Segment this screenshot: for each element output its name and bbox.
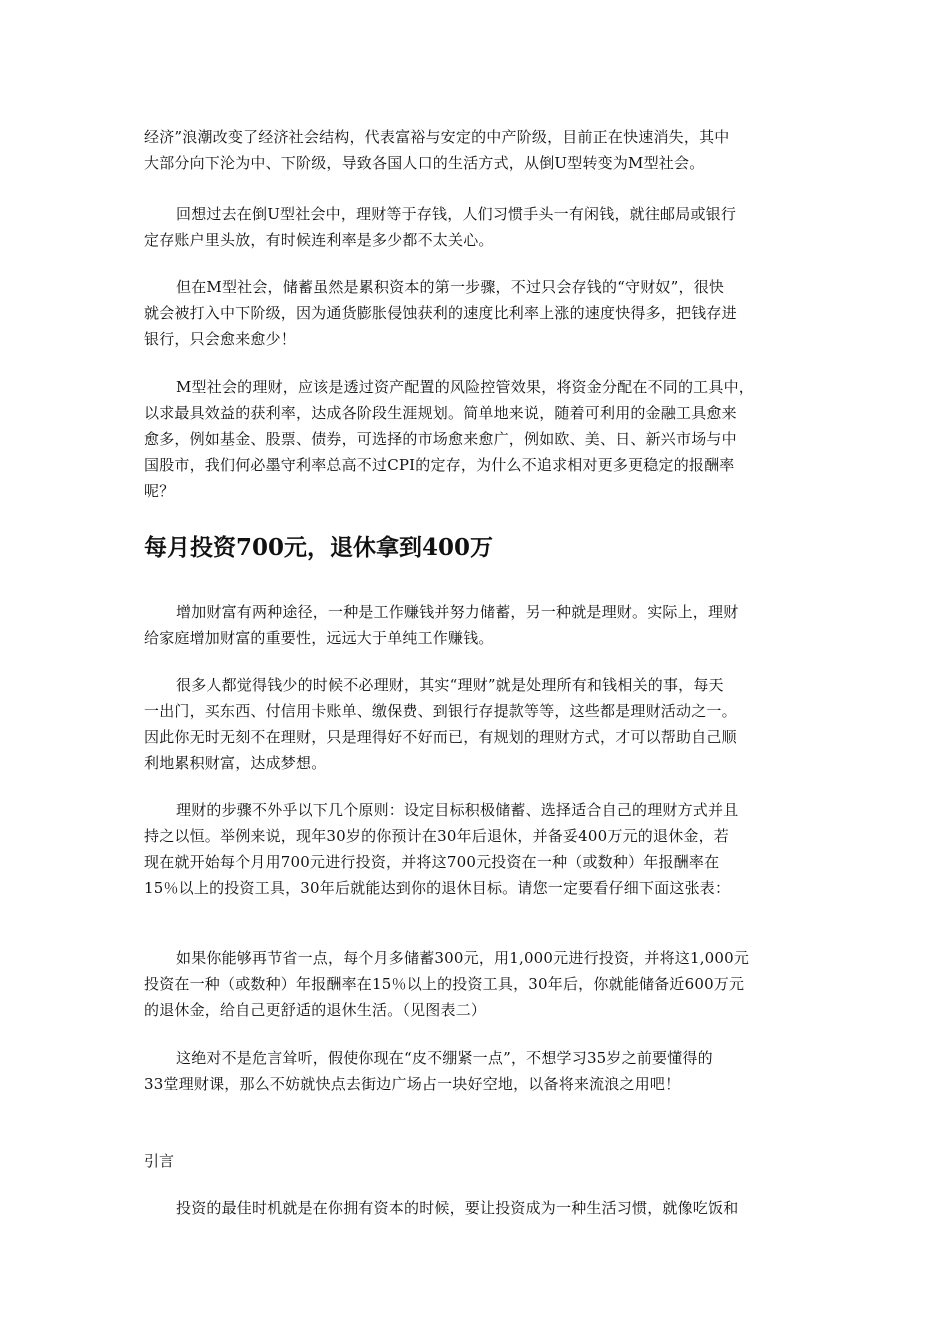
text-line: 大部分向下沦为中、下阶级，导致各国人口的生活方式，从倒U型转变为M型社会。 <box>144 154 705 172</box>
text-line: 一出门，买东西、付信用卡账单、缴保费、到银行存提款等等，这些都是理财活动之一。 <box>144 702 737 720</box>
text-line: 呢？ <box>144 482 175 500</box>
text-line: 愈多，例如基金、股票、债券，可选择的市场愈来愈广，例如欧、美、日、新兴市场与中 <box>144 430 737 448</box>
text-line: 很多人都觉得钱少的时候不必理财，其实“理财”就是处理所有和钱相关的事，每天 <box>176 676 724 694</box>
paragraph-5 <box>144 599 812 651</box>
text-line: 投资在一种（或数种）年报酬率在15％以上的投资工具，30年后，你就能储备近600万元 <box>144 975 745 993</box>
text-line: 持之以恒。举例来说，现年30岁的你预计在30年后退休，并备妥400万元的退休金，若 <box>144 827 730 845</box>
text-line: 如果你能够再节省一点，每个月多储蓄300元，用1,000元进行投资，并将这1,000元 <box>176 949 750 967</box>
text-line: 利地累积财富，达成梦想。 <box>144 754 327 772</box>
paragraph-1 <box>144 124 812 176</box>
text-line: 的退休金，给自己更舒适的退休生活。（见图表二） <box>144 1001 487 1019</box>
text-line: 给家庭增加财富的重要性，远远大于单纯工作赚钱。 <box>144 629 494 647</box>
section-label-preface: 引言 <box>144 1152 175 1170</box>
text-line: 银行，只会愈来愈少！ <box>144 330 297 348</box>
paragraph-8 <box>144 945 812 1023</box>
paragraph-7 <box>144 797 812 901</box>
paragraph-4 <box>144 374 812 504</box>
text-line: 增加财富有两种途径，一种是工作赚钱并努力储蓄，另一种就是理财。实际上，理财 <box>176 603 739 621</box>
section-heading: 每月投资700元，退休拿到400万 <box>144 534 494 561</box>
paragraph-2 <box>144 201 812 253</box>
text-line: M型社会的理财，应该是透过资产配置的风险控管效果，将资金分配在不同的工具中， <box>176 378 754 396</box>
text-line: 15％以上的投资工具，30年后就能达到你的退休目标。请您一定要看仔细下面这张表： <box>144 879 731 897</box>
paragraph-9 <box>144 1045 812 1097</box>
text-line: 因此你无时无刻不在理财，只是理得好不好而已，有规划的理财方式，才可以帮助自己顺 <box>144 728 737 746</box>
paragraph-6 <box>144 672 812 776</box>
text-line: 但在M型社会，储蓄虽然是累积资本的第一步骤，不过只会存钱的“守财奴”，很快 <box>176 278 725 296</box>
text-line: 定存账户里头放，有时候连利率是多少都不太关心。 <box>144 231 494 249</box>
paragraph-3 <box>144 274 812 352</box>
text-line: 33堂理财课，那么不妨就快点去街边广场占一块好空地，以备将来流浪之用吧！ <box>144 1075 681 1093</box>
paragraph-10 <box>144 1195 812 1221</box>
text-line: 现在就开始每个月用700元进行投资，并将这700元投资在一种（或数种）年报酬率在 <box>144 853 720 871</box>
text-line: 经济”浪潮改变了经济社会结构，代表富裕与安定的中产阶级，目前正在快速消失，其中 <box>144 128 730 146</box>
text-line: 理财的步骤不外乎以下几个原则：设定目标积极储蓄、选择适合自己的理财方式并且 <box>176 801 739 819</box>
text-line: 这绝对不是危言耸听，假使你现在“皮不绷紧一点”，不想学习35岁之前要懂得的 <box>176 1049 713 1067</box>
text-line: 投资的最佳时机就是在你拥有资本的时候，要让投资成为一种生活习惯，就像吃饭和 <box>176 1199 739 1217</box>
text-line: 就会被打入中下阶级，因为通货膨胀侵蚀获利的速度比利率上涨的速度快得多，把钱存进 <box>144 304 737 322</box>
text-line: 国股市，我们何必墨守利率总高不过CPI的定存，为什么不追求相对更多更稳定的报酬率 <box>144 456 735 474</box>
text-line: 以求最具效益的获利率，达成各阶段生涯规划。简单地来说，随着可利用的金融工具愈来 <box>144 404 737 422</box>
text-line: 回想过去在倒U型社会中，理财等于存钱，人们习惯手头一有闲钱，就往邮局或银行 <box>176 205 737 223</box>
